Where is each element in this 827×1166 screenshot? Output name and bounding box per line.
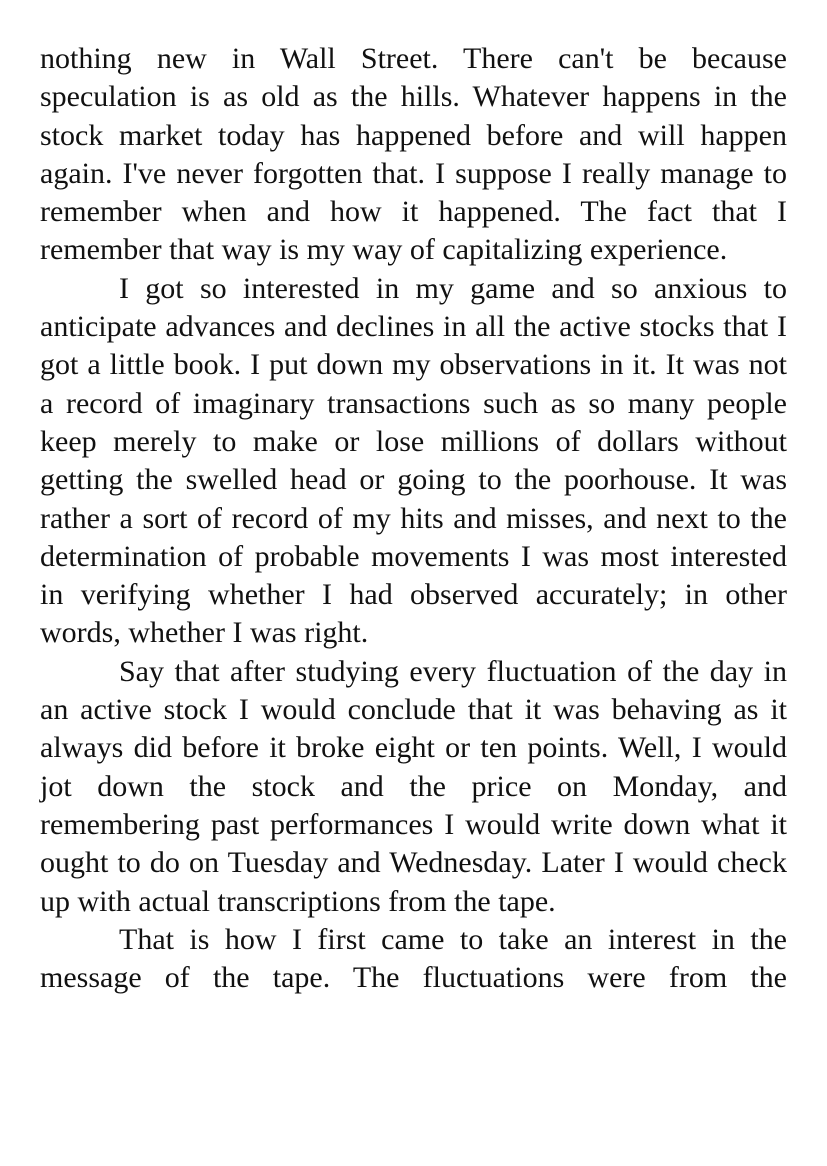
paragraph-studying-fluctuation: Say that after studying every fluctuation of the day in an active stock I would conclude that it was behaving as it always did before it broke eight or ten points. Well, I would jot down the stock and the price on Monday, and remembering past performances I would write down what it ought to do on Tuesday and Wednesday. Later I would check up with actual transcriptions from the tape. <box>40 654 787 918</box>
paragraph-continuation: nothing new in Wall Street. There can't be because speculation is as old as the hills. Whatever happens in the stock market today has happened before and will happen again. I've never forgotten that. I suppose I really manage to remember when and how it happened. The fact that I remember that way is my way of capitalizing experience. <box>40 42 787 267</box>
document-page <box>40 40 787 997</box>
paragraph-little-book: I got so interested in my game and so anxious to anticipate advances and declines in all the active stocks that I got a little book. I put down my observations in it. It was not a record of imaginary transactions such as so many people keep merely to make or lose millions of dollars without getting the swelled head or going to the poorhouse. It was rather a sort of record of my hits and misses, and next to the determination of probable movements I was most interested in verifying whether I had observed accurately; in other words, whether I was right. <box>40 271 787 650</box>
paragraph-message-of-tape: That is how I first came to take an interest in the message of the tape. The fluctuations were from the <box>40 922 787 995</box>
